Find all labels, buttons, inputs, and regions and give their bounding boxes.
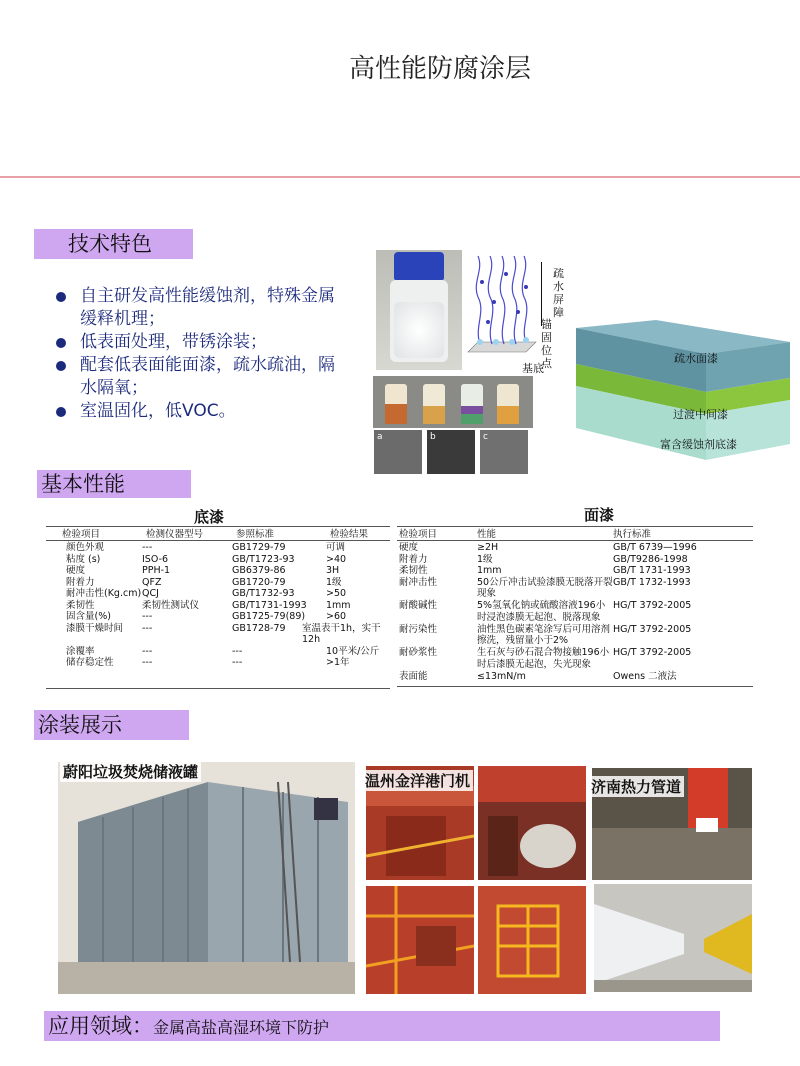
topcoat-cell: 表面能 bbox=[399, 670, 428, 682]
primer-cell: 粘度 (s) bbox=[66, 553, 101, 565]
application-heading: 应用领域： bbox=[48, 1014, 153, 1038]
primer-cell: 耐冲击性(Kg.cm) bbox=[66, 588, 142, 599]
photo-label-crane: 温州金洋港门机 bbox=[362, 770, 473, 791]
primer-cell: 硬度 bbox=[66, 565, 86, 576]
feature-item: 自主研发高性能缓蚀剂，特殊金属缓释机理； bbox=[54, 285, 344, 331]
primer-cell: 涂覆率 bbox=[66, 645, 95, 657]
primer-cell: >60 bbox=[326, 611, 347, 622]
crane-photo-2 bbox=[478, 766, 586, 880]
sem-image-b: b bbox=[427, 430, 475, 474]
primer-cell: QCJ bbox=[142, 588, 159, 599]
primer-header-cell: 检验项目 bbox=[62, 529, 101, 540]
primer-cell: 3H bbox=[326, 565, 340, 576]
primer-cell: 1mm bbox=[326, 599, 351, 611]
topcoat-cell: GB/T9286-1998 bbox=[613, 553, 688, 565]
topcoat-cell: 附着力 bbox=[399, 553, 428, 565]
sem-image-a: a bbox=[374, 430, 422, 474]
application-banner bbox=[44, 1011, 720, 1041]
primer-cell: 颜色外观 bbox=[66, 542, 105, 553]
topcoat-cell: 1级 bbox=[477, 553, 493, 565]
primer-cell: 附着力 bbox=[66, 576, 95, 588]
feature-list bbox=[54, 285, 344, 423]
topcoat-cell: HG/T 3792-2005 bbox=[613, 647, 692, 658]
primer-cell: 室温表干1h，实干12h bbox=[302, 622, 381, 645]
inhibitor-bottle-photo bbox=[376, 250, 462, 370]
primer-cell: QFZ bbox=[142, 576, 162, 588]
substrate-label: 基底 bbox=[522, 362, 544, 375]
topcoat-cell: ≤13mN/m bbox=[477, 670, 526, 682]
primer-cell: >40 bbox=[326, 553, 347, 565]
layer-bottom-label: 富含缓蚀剂底漆 bbox=[660, 438, 737, 451]
topcoat-cell: HG/T 3792-2005 bbox=[613, 623, 692, 635]
photo-label-pipeline: 济南热力管道 bbox=[588, 776, 684, 797]
topcoat-header-cell: 检验项目 bbox=[399, 529, 438, 540]
primer-cell: --- bbox=[142, 611, 153, 622]
primer-cell: GB1728-79 bbox=[232, 622, 286, 634]
primer-cell: ISO-6 bbox=[142, 553, 169, 565]
coating-layers-diagram bbox=[576, 320, 790, 462]
primer-header-cell: 参照标准 bbox=[236, 529, 275, 540]
primer-cell: 10平米/公斤 bbox=[326, 645, 380, 657]
primer-cell: 柔韧性测试仪 bbox=[142, 599, 200, 611]
topcoat-cell: 耐砂浆性 bbox=[399, 647, 438, 658]
section-heading-features: 技术特色 bbox=[34, 229, 193, 259]
topcoat-cell: 耐冲击性 bbox=[399, 576, 438, 588]
header-divider bbox=[0, 176, 800, 178]
topcoat-table bbox=[397, 526, 753, 688]
primer-cell: GB1720-79 bbox=[232, 576, 286, 588]
primer-cell: 储存稳定性 bbox=[66, 657, 114, 668]
topcoat-cell: 50公斤冲击试验漆膜无脱落开裂现象 bbox=[477, 576, 613, 599]
primer-cell: >50 bbox=[326, 588, 347, 599]
primer-cell: GB/T1732-93 bbox=[232, 588, 295, 599]
topcoat-cell: 1mm bbox=[477, 565, 502, 576]
primer-cell: --- bbox=[142, 622, 153, 634]
page-title: 高性能防腐涂层 bbox=[348, 54, 531, 84]
topcoat-cell: 耐酸碱性 bbox=[399, 600, 438, 611]
primer-header-cell: 检验结果 bbox=[330, 529, 369, 540]
topcoat-header-cell: 性能 bbox=[477, 529, 497, 540]
topcoat-cell: 5%氢氧化钠或硫酸溶液196小时浸泡漆膜无起泡、脱落现象 bbox=[477, 600, 606, 623]
primer-cell: GB/T1723-93 bbox=[232, 553, 295, 565]
section-heading-showcase: 涂装展示 bbox=[34, 710, 189, 740]
topcoat-cell: 硬度 bbox=[399, 542, 419, 553]
molecule-diagram bbox=[466, 252, 540, 370]
pipeline-photo-2 bbox=[594, 884, 752, 992]
sem-image-c: c bbox=[480, 430, 528, 474]
topcoat-cell: HG/T 3792-2005 bbox=[613, 600, 692, 611]
topcoat-cell: 柔韧性 bbox=[399, 565, 428, 576]
application-text: 金属高盐高湿环境下防护 bbox=[153, 1018, 330, 1037]
topcoat-cell: 生石灰与砂石混合物接触196小时后漆膜无起泡，失光现象 bbox=[477, 647, 610, 670]
barrier-label: 疏水屏障 bbox=[553, 267, 564, 319]
layer-middle-label: 过渡中间漆 bbox=[673, 408, 728, 421]
tank-photo bbox=[58, 762, 355, 994]
feature-item: 低表面处理，带锈涂装； bbox=[54, 331, 344, 354]
crane-photo-4 bbox=[478, 886, 586, 994]
topcoat-cell: 耐污染性 bbox=[399, 623, 438, 635]
primer-cell: GB6379-86 bbox=[232, 565, 286, 576]
primer-cell: GB/T1731-1993 bbox=[232, 599, 307, 611]
feature-item: 室温固化，低VOC。 bbox=[54, 400, 344, 423]
primer-cell: 固含量(%) bbox=[66, 611, 111, 622]
primer-cell: 可调 bbox=[326, 542, 346, 553]
primer-cell: GB1725-79(89) bbox=[232, 611, 306, 622]
primer-cell: PPH-1 bbox=[142, 565, 171, 576]
topcoat-header-cell: 执行标准 bbox=[613, 529, 652, 540]
anchor-label: 锚固位点 bbox=[541, 318, 552, 370]
primer-title: 底漆 bbox=[194, 508, 225, 526]
topcoat-cell: GB/T 6739—1996 bbox=[613, 542, 697, 553]
primer-cell: --- bbox=[232, 657, 243, 668]
feature-item: 配套低表面能面漆，疏水疏油，隔水隔氧； bbox=[54, 354, 344, 400]
barrier-bracket bbox=[541, 262, 542, 326]
topcoat-cell: GB/T 1731-1993 bbox=[613, 565, 691, 576]
primer-cell: --- bbox=[142, 542, 153, 553]
topcoat-cell: GB/T 1732-1993 bbox=[613, 576, 691, 588]
topcoat-cell: ≥2H bbox=[477, 542, 499, 553]
vials-photo bbox=[373, 376, 533, 428]
layer-top-label: 疏水面漆 bbox=[674, 352, 718, 365]
topcoat-cell: 油性黑色碳素笔涂写后可用溶剂擦洗，残留量小于2% bbox=[477, 623, 611, 646]
topcoat-cell: Owens 二液法 bbox=[613, 670, 677, 682]
primer-cell: --- bbox=[142, 645, 153, 657]
primer-header-cell: 检测仪器型号 bbox=[146, 529, 204, 540]
primer-cell: --- bbox=[232, 645, 243, 657]
primer-cell: 1级 bbox=[326, 576, 342, 588]
photo-label-tank: 蔚阳垃圾焚烧储液罐 bbox=[60, 762, 201, 782]
primer-cell: 柔韧性 bbox=[66, 599, 95, 611]
primer-cell: GB1729-79 bbox=[232, 542, 286, 553]
primer-cell: --- bbox=[142, 657, 153, 668]
topcoat-title: 面漆 bbox=[584, 506, 615, 524]
crane-photo-3 bbox=[366, 886, 474, 994]
section-heading-performance: 基本性能 bbox=[37, 470, 191, 498]
primer-cell: >1年 bbox=[326, 657, 350, 668]
primer-cell: 漆膜干燥时间 bbox=[66, 622, 124, 634]
primer-table bbox=[46, 526, 390, 690]
